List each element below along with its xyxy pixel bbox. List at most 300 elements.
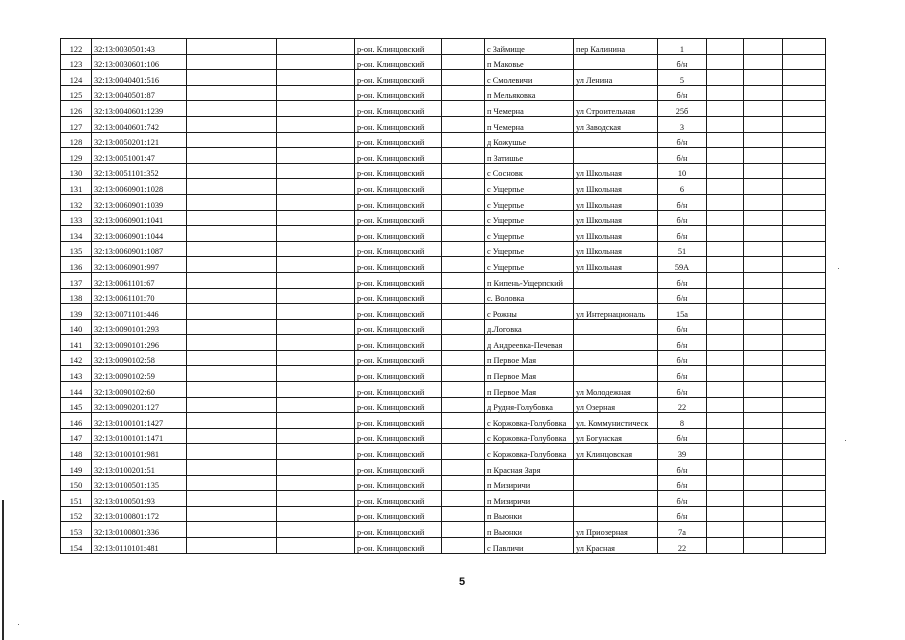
empty-cell [187,288,277,304]
empty-cell [783,319,826,335]
street-cell [574,475,658,491]
empty-cell [277,366,355,382]
table-row [61,522,826,538]
empty-cell [783,272,826,288]
house-number-cell: б/н [658,132,707,148]
empty-cell [187,116,277,132]
empty-cell [187,241,277,257]
table-row [61,226,826,242]
locality-cell: с Ущерпье [485,226,574,242]
cadastral-number-cell: 32:13:0090101:296 [92,335,187,351]
empty-cell [442,475,485,491]
empty-cell [442,335,485,351]
row-number-cell: 139 [61,304,92,320]
street-cell [574,335,658,351]
row-number-cell: 142 [61,350,92,366]
empty-cell [783,491,826,507]
row-number-cell: 153 [61,522,92,538]
district-cell: р-он. Клинцовский [355,116,442,132]
empty-cell [187,148,277,164]
empty-cell [744,148,783,164]
house-number-cell: 39 [658,444,707,460]
empty-cell [187,85,277,101]
house-number-cell: 15а [658,304,707,320]
row-number-cell: 122 [61,39,92,55]
district-cell: р-он. Клинцовский [355,428,442,444]
empty-cell [744,538,783,554]
empty-cell [744,116,783,132]
cadastral-number-cell: 32:13:0060901:1044 [92,226,187,242]
locality-cell: п Чемерна [485,101,574,117]
locality-cell: с Рожны [485,304,574,320]
cadastral-number-cell: 32:13:0100501:135 [92,475,187,491]
empty-cell [783,85,826,101]
row-number-cell: 143 [61,366,92,382]
row-number-cell: 137 [61,272,92,288]
empty-cell [707,522,744,538]
cadastral-number-cell: 32:13:0051001:47 [92,148,187,164]
table-row [61,444,826,460]
house-number-cell: 10 [658,163,707,179]
empty-cell [187,428,277,444]
district-cell: р-он. Клинцовский [355,491,442,507]
empty-cell [187,460,277,476]
empty-cell [783,39,826,55]
empty-cell [744,226,783,242]
house-number-cell: б/н [658,210,707,226]
scan-speck [838,268,839,269]
scan-speck [18,624,19,625]
district-cell: р-он. Клинцовский [355,335,442,351]
empty-cell [744,304,783,320]
locality-cell: с Коржовка-Голубовка [485,413,574,429]
empty-cell [277,350,355,366]
empty-cell [707,241,744,257]
empty-cell [442,241,485,257]
locality-cell: д Рудня-Голубовка [485,397,574,413]
table-row [61,85,826,101]
empty-cell [744,241,783,257]
empty-cell [442,538,485,554]
empty-cell [187,194,277,210]
empty-cell [187,70,277,86]
empty-cell [187,101,277,117]
empty-cell [707,101,744,117]
row-number-cell: 150 [61,475,92,491]
cadastral-number-cell: 32:13:0090102:59 [92,366,187,382]
scan-speck [845,440,846,441]
locality-cell: п Маковье [485,54,574,70]
district-cell: р-он. Клинцовский [355,39,442,55]
empty-cell [187,475,277,491]
empty-cell [707,382,744,398]
table-row [61,257,826,273]
district-cell: р-он. Клинцовский [355,272,442,288]
empty-cell [442,179,485,195]
row-number-cell: 132 [61,194,92,210]
house-number-cell: б/н [658,366,707,382]
district-cell: р-он. Клинцовский [355,257,442,273]
empty-cell [707,319,744,335]
street-cell: ул Молодежная [574,382,658,398]
row-number-cell: 152 [61,506,92,522]
scan-edge-mark [2,500,4,640]
empty-cell [442,413,485,429]
locality-cell: с Ущерпье [485,179,574,195]
empty-cell [442,460,485,476]
empty-cell [783,428,826,444]
locality-cell: д Андреевка-Печевая [485,335,574,351]
empty-cell [783,413,826,429]
empty-cell [707,304,744,320]
empty-cell [187,382,277,398]
empty-cell [707,132,744,148]
empty-cell [707,148,744,164]
table-row [61,428,826,444]
district-cell: р-он. Клинцовский [355,538,442,554]
house-number-cell: б/н [658,288,707,304]
empty-cell [783,101,826,117]
empty-cell [707,460,744,476]
empty-cell [707,85,744,101]
cadastral-number-cell: 32:13:0090102:60 [92,382,187,398]
row-number-cell: 124 [61,70,92,86]
empty-cell [187,304,277,320]
empty-cell [707,366,744,382]
row-number-cell: 128 [61,132,92,148]
cadastral-number-cell: 32:13:0030501:43 [92,39,187,55]
street-cell [574,460,658,476]
empty-cell [187,413,277,429]
empty-cell [442,522,485,538]
cadastral-number-cell: 32:13:0051101:352 [92,163,187,179]
empty-cell [707,397,744,413]
cadastral-number-cell: 32:13:0040601:1239 [92,101,187,117]
empty-cell [442,226,485,242]
district-cell: р-он. Клинцовский [355,148,442,164]
empty-cell [707,179,744,195]
street-cell: ул Школьная [574,210,658,226]
empty-cell [744,444,783,460]
empty-cell [744,101,783,117]
empty-cell [707,335,744,351]
street-cell: ул Заводская [574,116,658,132]
empty-cell [707,444,744,460]
district-cell: р-он. Клинцовский [355,210,442,226]
empty-cell [744,397,783,413]
empty-cell [442,116,485,132]
house-number-cell: б/н [658,272,707,288]
empty-cell [783,210,826,226]
empty-cell [442,148,485,164]
empty-cell [187,491,277,507]
empty-cell [744,288,783,304]
empty-cell [442,428,485,444]
empty-cell [707,288,744,304]
empty-cell [187,54,277,70]
street-cell: ул Школьная [574,179,658,195]
empty-cell [783,163,826,179]
empty-cell [442,491,485,507]
house-number-cell: 1 [658,39,707,55]
empty-cell [442,194,485,210]
empty-cell [442,70,485,86]
empty-cell [783,475,826,491]
district-cell: р-он. Клинцовский [355,288,442,304]
table-row [61,70,826,86]
locality-cell: п Первое Мая [485,366,574,382]
street-cell: пер Калинина [574,39,658,55]
table-row [61,460,826,476]
empty-cell [187,522,277,538]
empty-cell [277,85,355,101]
row-number-cell: 129 [61,148,92,164]
house-number-cell: б/н [658,54,707,70]
empty-cell [277,288,355,304]
empty-cell [783,304,826,320]
empty-cell [744,39,783,55]
empty-cell [277,101,355,117]
row-number-cell: 146 [61,413,92,429]
row-number-cell: 125 [61,85,92,101]
locality-cell: п Кипень-Ущерпский [485,272,574,288]
row-number-cell: 133 [61,210,92,226]
district-cell: р-он. Клинцовский [355,194,442,210]
cadastral-number-cell: 32:13:0100201:51 [92,460,187,476]
empty-cell [707,226,744,242]
empty-cell [744,350,783,366]
house-number-cell: 6 [658,179,707,195]
district-cell: р-он. Клинцовский [355,70,442,86]
empty-cell [277,241,355,257]
house-number-cell: 8 [658,413,707,429]
row-number-cell: 148 [61,444,92,460]
empty-cell [783,70,826,86]
street-cell [574,272,658,288]
empty-cell [744,257,783,273]
district-cell: р-он. Клинцовский [355,163,442,179]
empty-cell [187,319,277,335]
locality-cell: с Коржовка-Голубовка [485,444,574,460]
empty-cell [442,397,485,413]
house-number-cell: 5 [658,70,707,86]
empty-cell [187,210,277,226]
house-number-cell: 22 [658,538,707,554]
house-number-cell: б/н [658,85,707,101]
empty-cell [277,475,355,491]
locality-cell: п Мельяковка [485,85,574,101]
empty-cell [707,491,744,507]
table-row [61,366,826,382]
district-cell: р-он. Клинцовский [355,226,442,242]
street-cell: ул Школьная [574,257,658,273]
empty-cell [277,210,355,226]
house-number-cell: б/н [658,382,707,398]
cadastral-number-cell: 32:13:0040501:87 [92,85,187,101]
street-cell [574,132,658,148]
locality-cell: с Ущерпье [485,194,574,210]
table-row [61,163,826,179]
street-cell [574,366,658,382]
empty-cell [744,70,783,86]
empty-cell [707,257,744,273]
locality-cell: п Красная Заря [485,460,574,476]
empty-cell [187,257,277,273]
street-cell [574,506,658,522]
empty-cell [187,179,277,195]
row-number-cell: 126 [61,101,92,117]
empty-cell [442,288,485,304]
locality-cell: д.Логовка [485,319,574,335]
district-cell: р-он. Клинцовский [355,506,442,522]
empty-cell [187,132,277,148]
empty-cell [187,538,277,554]
cadastral-number-cell: 32:13:0100101:1427 [92,413,187,429]
empty-cell [442,85,485,101]
locality-cell: с Займище [485,39,574,55]
row-number-cell: 141 [61,335,92,351]
locality-cell: с Ущерпье [485,257,574,273]
empty-cell [442,210,485,226]
street-cell: ул Интернациональ [574,304,658,320]
house-number-cell: 7а [658,522,707,538]
empty-cell [744,366,783,382]
house-number-cell: б/н [658,319,707,335]
cadastral-number-cell: 32:13:0040401:516 [92,70,187,86]
locality-cell: с Ущерпье [485,241,574,257]
empty-cell [277,54,355,70]
street-cell: ул Школьная [574,226,658,242]
locality-cell: д Кожушье [485,132,574,148]
street-cell: ул Строительная [574,101,658,117]
empty-cell [277,226,355,242]
empty-cell [707,538,744,554]
locality-cell: п Вьюнки [485,522,574,538]
street-cell: ул Ленина [574,70,658,86]
table-row [61,116,826,132]
district-cell: р-он. Клинцовский [355,304,442,320]
table-row [61,350,826,366]
empty-cell [744,319,783,335]
empty-cell [783,506,826,522]
empty-cell [187,272,277,288]
cadastral-number-cell: 32:13:0090101:293 [92,319,187,335]
table-row [61,132,826,148]
locality-cell: с. Воловка [485,288,574,304]
street-cell [574,491,658,507]
row-number-cell: 138 [61,288,92,304]
empty-cell [277,538,355,554]
street-cell [574,148,658,164]
cadastral-number-cell: 32:13:0060901:1041 [92,210,187,226]
empty-cell [707,428,744,444]
empty-cell [277,194,355,210]
row-number-cell: 134 [61,226,92,242]
locality-cell: с Коржовка-Голубовка [485,428,574,444]
cadastral-number-cell: 32:13:0060901:1028 [92,179,187,195]
empty-cell [783,194,826,210]
row-number-cell: 135 [61,241,92,257]
cadastral-number-cell: 32:13:0060901:1087 [92,241,187,257]
table-row [61,101,826,117]
empty-cell [744,382,783,398]
empty-cell [442,163,485,179]
empty-cell [783,241,826,257]
empty-cell [744,491,783,507]
empty-cell [783,366,826,382]
empty-cell [442,319,485,335]
empty-cell [783,116,826,132]
house-number-cell: 22 [658,397,707,413]
empty-cell [277,148,355,164]
empty-cell [277,522,355,538]
empty-cell [277,428,355,444]
house-number-cell: б/н [658,335,707,351]
row-number-cell: 149 [61,460,92,476]
empty-cell [277,444,355,460]
street-cell: ул Школьная [574,194,658,210]
empty-cell [277,335,355,351]
locality-cell: с Сосновк [485,163,574,179]
empty-cell [277,491,355,507]
empty-cell [442,506,485,522]
empty-cell [187,444,277,460]
house-number-cell: б/н [658,475,707,491]
empty-cell [744,272,783,288]
locality-cell: п Затишье [485,148,574,164]
table-row [61,506,826,522]
empty-cell [744,54,783,70]
house-number-cell: б/н [658,428,707,444]
cadastral-number-cell: 32:13:0030601:106 [92,54,187,70]
empty-cell [783,132,826,148]
empty-cell [707,194,744,210]
empty-cell [277,304,355,320]
empty-cell [783,148,826,164]
empty-cell [442,257,485,273]
table-row [61,397,826,413]
row-number-cell: 130 [61,163,92,179]
empty-cell [783,54,826,70]
row-number-cell: 140 [61,319,92,335]
empty-cell [783,350,826,366]
empty-cell [744,335,783,351]
street-cell: ул Красная [574,538,658,554]
page-number: 5 [458,576,466,588]
empty-cell [744,85,783,101]
row-number-cell: 151 [61,491,92,507]
house-number-cell: 25б [658,101,707,117]
empty-cell [783,538,826,554]
street-cell [574,85,658,101]
empty-cell [442,382,485,398]
empty-cell [783,335,826,351]
cadastral-number-cell: 32:13:0100501:93 [92,491,187,507]
district-cell: р-он. Клинцовский [355,460,442,476]
empty-cell [783,382,826,398]
locality-cell: п Первое Мая [485,350,574,366]
empty-cell [707,163,744,179]
house-number-cell: 3 [658,116,707,132]
locality-cell: с Ущерпье [485,210,574,226]
street-cell [574,350,658,366]
empty-cell [783,397,826,413]
district-cell: р-он. Клинцовский [355,179,442,195]
district-cell: р-он. Клинцовский [355,444,442,460]
table-row [61,39,826,55]
empty-cell [277,257,355,273]
empty-cell [783,226,826,242]
